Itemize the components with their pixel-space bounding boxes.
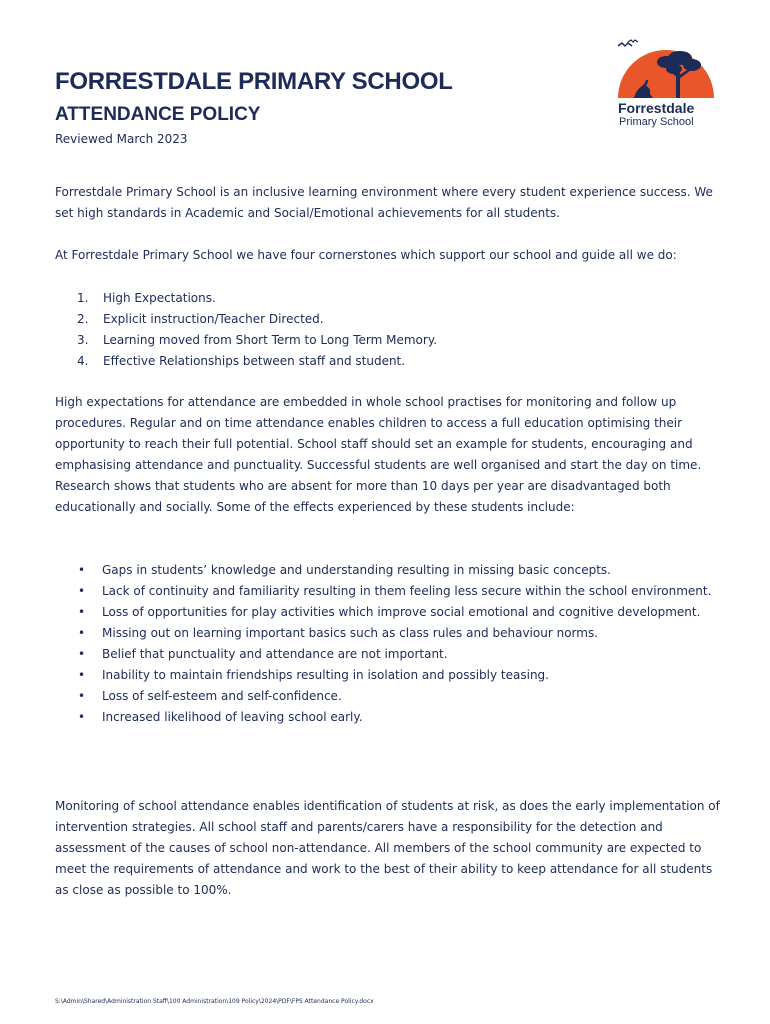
page-title: FORRESTDALE PRIMARY SCHOOL	[55, 68, 453, 95]
cornerstones-list	[55, 288, 437, 372]
intro-paragraph: Forrestdale Primary School is an inclusive learning environment where every student experience success. We set high standards in Academic and Social/Emotional achievements for all students.	[55, 185, 713, 220]
list-item: • Missing out on learning important basics such as class rules and behaviour norms.	[55, 623, 720, 644]
page-subtitle: ATTENDANCE POLICY	[55, 104, 261, 125]
list-item: • Inability to maintain friendships resulting in isolation and possibly teasing.	[55, 665, 720, 686]
list-item: 4. Effective Relationships between staff and student.	[77, 354, 406, 368]
bird-icon	[628, 40, 638, 42]
list-item: • Lack of continuity and familiarity resulting in them feeling less secure within the school environment.	[55, 581, 720, 602]
monitoring-paragraph: Monitoring of school attendance enables identification of students at risk, as does the early implementation of intervention strategies. All school staff and parents/carers have a responsibility for the detection and assessment of the causes of school non-attendance. All members of the school community are expected to meet the requirements of attendance and work to the best of their ability to keep attendance for all students as close as possible to 100%.	[55, 799, 720, 897]
list-item: • Increased likelihood of leaving school early.	[55, 707, 720, 728]
logo-name: Forrestdale	[618, 100, 695, 116]
list-item: • Loss of self-esteem and self-confidence.	[55, 686, 720, 707]
logo-tagline: Primary School	[619, 116, 694, 128]
list-item: 2. Explicit instruction/Teacher Directed.	[77, 312, 324, 326]
cornerstones-intro: At Forrestdale Primary School we have four cornerstones which support our school and guide all we do:	[55, 248, 677, 262]
file-path-footer: S:\Admin\Shared\Administration Staff\100 Administration\109 Policy\2024\PDF\FPS Attendance Policy.docx	[55, 998, 374, 1005]
reviewed-date: Reviewed March 2023	[55, 132, 188, 146]
bird-icon	[618, 43, 632, 46]
list-item: • Loss of opportunities for play activities which improve social emotional and cognitive development.	[55, 602, 720, 623]
list-item: 1. High Expectations.	[77, 291, 216, 305]
effects-list	[55, 560, 720, 728]
school-logo	[610, 38, 720, 130]
list-item: • Belief that punctuality and attendance are not important.	[55, 644, 720, 665]
expectations-paragraph: High expectations for attendance are embedded in whole school practises for monitoring and follow up procedures. Regular and on time attendance enables children to access a full education optimising their opportunity to reach their full potential. School staff should set an example for students, encouraging and emphasising attendance and punctuality. Successful students are well organised and start the day on time. Research shows that students who are absent for more than 10 days per year are disadvantaged both educationally and socially. Some of the effects experienced by these students include:	[55, 395, 702, 514]
list-item: 3. Learning moved from Short Term to Long Term Memory.	[77, 333, 438, 347]
list-item: • Gaps in students’ knowledge and understanding resulting in missing basic concepts.	[55, 560, 720, 581]
